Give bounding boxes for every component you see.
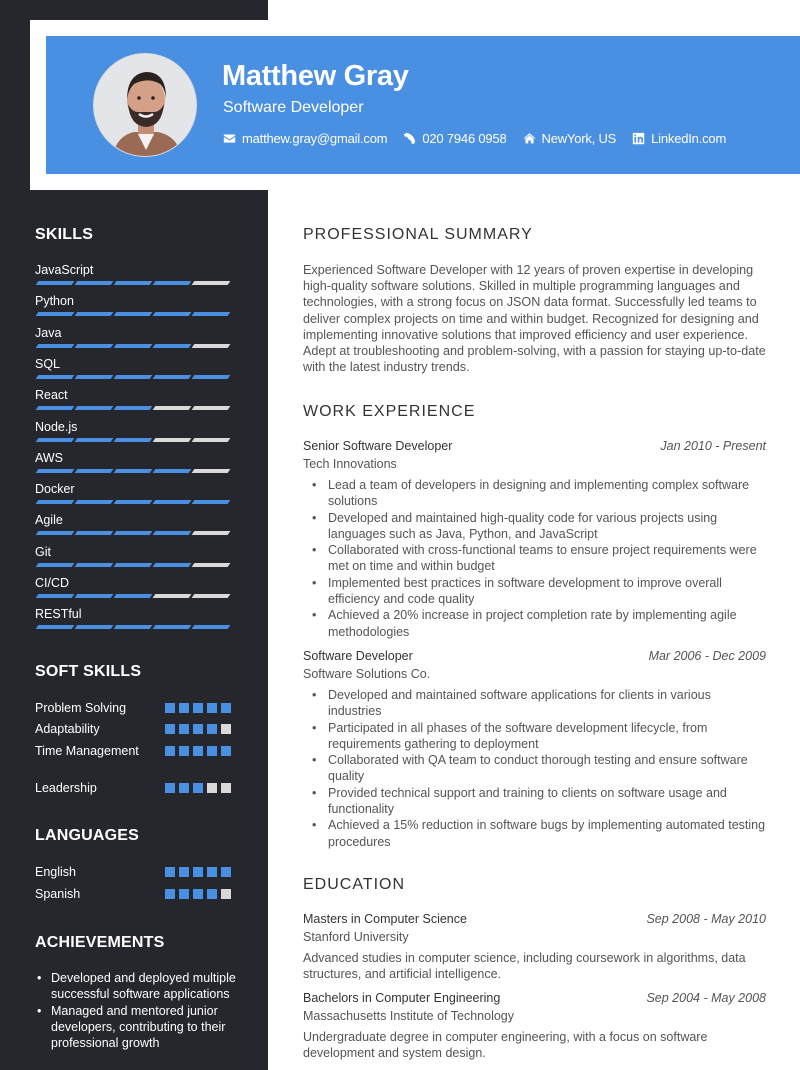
level-segment (114, 563, 153, 567)
rating-square (179, 724, 189, 734)
job-bullet: • Provided technical support and training to clients on software usage and functionality (303, 785, 766, 818)
skill-level-bar (37, 531, 235, 535)
skill-item (35, 420, 235, 442)
degree-title: Bachelors in Computer Engineering (303, 991, 501, 1005)
level-segment (36, 500, 75, 504)
school-name: Stanford University (303, 930, 409, 944)
level-segment (114, 438, 153, 442)
job-bullet: • Participated in all phases of the software development lifecycle, from requirements gathering to deployment (303, 720, 766, 753)
skill-name: Docker (35, 482, 75, 497)
job-bullet: • Developed and maintained software applications for clients in various industries (303, 687, 766, 720)
summary-heading: PROFESSIONAL SUMMARY (303, 226, 533, 243)
achievements-heading: ACHIEVEMENTS (35, 934, 165, 951)
languages-heading: LANGUAGES (35, 827, 140, 844)
level-segment (192, 563, 231, 567)
home-icon (523, 132, 536, 145)
rating-squares (165, 724, 231, 734)
skill-name: React (35, 388, 68, 403)
rating-label: English (35, 865, 76, 879)
skill-name: AWS (35, 450, 64, 465)
rating-square (165, 783, 175, 793)
skill-item (35, 326, 235, 348)
level-segment (192, 438, 231, 442)
skill-name: Python (35, 294, 74, 309)
level-segment (36, 469, 75, 473)
skills-heading: SKILLS (35, 226, 94, 243)
level-segment (36, 594, 75, 598)
rating-square (165, 746, 175, 756)
level-segment (36, 406, 75, 410)
rating-square (207, 889, 217, 899)
rating-square (165, 889, 175, 899)
skill-name: SQL (35, 356, 61, 371)
skill-item (35, 576, 235, 598)
rating-square (221, 867, 231, 877)
rating-square (207, 746, 217, 756)
skill-item (35, 294, 235, 316)
skill-item (35, 482, 235, 504)
job-bullet: • Lead a team of developers in designing and implementing complex software solutions (303, 477, 766, 510)
level-segment (36, 281, 75, 285)
level-segment (114, 594, 153, 598)
level-segment (75, 500, 114, 504)
rating-label: Adaptability (35, 722, 100, 736)
level-segment (153, 375, 192, 379)
rating-item (35, 781, 235, 795)
summary-text: Experienced Software Developer with 12 years of proven expertise in developing high-quality software solutions. Skilled in multiple programming languages and technologies, with a strong focus on JSON data format. Successfully led teams to deliver complex projects on time and within budget. Recognized for designing and implementing innovative solutions that improved efficiency and user experience. Adept at troubleshooting and problem-solving, with a passion for staying up-to-date with the latest industry trends. (303, 263, 766, 375)
level-segment (153, 500, 192, 504)
level-segment (114, 469, 153, 473)
rating-item (35, 887, 235, 901)
job-bullet: • Collaborated with QA team to conduct thorough testing and ensure software quality (303, 752, 766, 785)
level-segment (153, 281, 192, 285)
job-date: Mar 2006 - Dec 2009 (648, 649, 766, 663)
skill-item (35, 263, 235, 285)
skill-name: Git (35, 544, 51, 559)
level-segment (192, 500, 231, 504)
rating-square (165, 703, 175, 713)
skill-level-bar (37, 594, 235, 598)
level-segment (192, 531, 231, 535)
job-entry (303, 649, 766, 850)
rating-square (207, 703, 217, 713)
job-bullets (303, 687, 766, 850)
job-date: Jan 2010 - Present (660, 439, 766, 453)
job-bullet: • Achieved a 20% increase in project completion rate by implementing agile methodologies (303, 607, 766, 640)
skill-name: Node.js (35, 419, 78, 434)
skill-item (35, 357, 235, 379)
rating-square (221, 724, 231, 734)
skill-level-bar (37, 281, 235, 285)
level-segment (75, 438, 114, 442)
contact-location (523, 131, 617, 146)
level-segment (75, 312, 114, 316)
rating-square (193, 867, 203, 877)
location-text: NewYork, US (541, 131, 617, 146)
level-segment (114, 625, 153, 629)
avatar (93, 53, 197, 157)
education-heading: EDUCATION (303, 876, 406, 893)
rating-square (193, 889, 203, 899)
rating-label: Leadership (35, 781, 97, 795)
level-segment (36, 625, 75, 629)
job-title: Senior Software Developer (303, 439, 453, 453)
level-segment (114, 531, 153, 535)
level-segment (192, 406, 231, 410)
rating-square (221, 703, 231, 713)
rating-square (207, 867, 217, 877)
level-segment (36, 312, 75, 316)
job-title: Software Developer (303, 649, 413, 663)
skill-item (35, 388, 235, 410)
skill-level-bar (37, 312, 235, 316)
skill-level-bar (37, 500, 235, 504)
skill-level-bar (37, 438, 235, 442)
achievement-item: • Managed and mentored junior developers, contributing to their professional growth (35, 1003, 245, 1052)
skill-item (35, 513, 235, 535)
level-segment (75, 281, 114, 285)
level-segment (36, 344, 75, 348)
skill-name: CI/CD (35, 576, 70, 590)
rating-item (35, 865, 235, 879)
rating-label: Problem Solving (35, 701, 127, 715)
rating-square (193, 703, 203, 713)
level-segment (153, 469, 192, 473)
degree-title: Masters in Computer Science (303, 912, 467, 926)
envelope-icon (223, 132, 236, 145)
candidate-role: Software Developer (223, 99, 364, 116)
rating-squares (165, 703, 231, 713)
level-segment (192, 469, 231, 473)
contact-phone[interactable] (403, 131, 506, 146)
rating-square (179, 867, 189, 877)
school-name: Massachusetts Institute of Technology (303, 1009, 514, 1023)
education-description: Undergraduate degree in computer engineering, with a focus on software development and system design. (303, 1030, 708, 1061)
level-segment (114, 281, 153, 285)
job-bullets (303, 477, 766, 640)
skill-item (35, 607, 235, 629)
rating-square (165, 724, 175, 734)
rating-square (165, 867, 175, 877)
skill-level-bar (37, 625, 235, 629)
level-segment (153, 594, 192, 598)
rating-square (193, 746, 203, 756)
job-company: Software Solutions Co. (303, 667, 431, 681)
soft-skills-heading: SOFT SKILLS (35, 663, 142, 680)
level-segment (75, 531, 114, 535)
rating-square (179, 703, 189, 713)
level-segment (153, 344, 192, 348)
skill-level-bar (37, 375, 235, 379)
level-segment (36, 531, 75, 535)
skill-level-bar (37, 469, 235, 473)
level-segment (192, 625, 231, 629)
rating-squares (165, 889, 231, 899)
rating-square (193, 783, 203, 793)
rating-square (179, 783, 189, 793)
skill-level-bar (37, 563, 235, 567)
skill-item (35, 451, 235, 473)
job-bullet: • Implemented best practices in software development to improve overall efficiency and code quality (303, 575, 766, 608)
level-segment (192, 312, 231, 316)
education-date: Sep 2004 - May 2008 (646, 991, 766, 1005)
achievement-item: • Developed and deployed multiple successful software applications (35, 970, 245, 1003)
job-entry (303, 439, 766, 640)
level-segment (153, 625, 192, 629)
level-segment (114, 500, 153, 504)
skill-name: Java (35, 325, 62, 340)
education-description: Advanced studies in computer science, including coursework in algorithms, data structures, and artificial intelligence. (303, 951, 746, 982)
profile-photo (94, 54, 197, 157)
level-segment (36, 438, 75, 442)
level-segment (192, 375, 231, 379)
level-segment (75, 406, 114, 410)
level-segment (114, 312, 153, 316)
rating-squares (165, 867, 231, 877)
level-segment (114, 375, 153, 379)
level-segment (153, 312, 192, 316)
job-bullet: • Achieved a 15% reduction in software bugs by implementing automated testing procedures (303, 817, 766, 850)
level-segment (75, 625, 114, 629)
level-segment (75, 594, 114, 598)
level-segment (114, 344, 153, 348)
skill-item (35, 545, 235, 567)
skill-name: JavaScript (35, 263, 94, 277)
rating-squares (165, 783, 231, 793)
linkedin-text: LinkedIn.com (651, 131, 727, 146)
education-entry (303, 991, 766, 1062)
level-segment (153, 531, 192, 535)
skill-name: Agile (35, 513, 63, 528)
rating-item (35, 722, 235, 736)
rating-square (221, 783, 231, 793)
level-segment (153, 563, 192, 567)
rating-square (179, 746, 189, 756)
education-date: Sep 2008 - May 2010 (646, 912, 766, 926)
experience-heading: WORK EXPERIENCE (303, 403, 476, 420)
rating-square (207, 724, 217, 734)
skill-level-bar (37, 344, 235, 348)
rating-item (35, 701, 235, 715)
phone-icon (403, 132, 416, 145)
level-segment (153, 406, 192, 410)
contact-linkedin[interactable] (632, 131, 726, 146)
rating-label: Spanish (35, 887, 81, 901)
rating-square (207, 783, 217, 793)
level-segment (75, 469, 114, 473)
level-segment (75, 375, 114, 379)
rating-square (179, 889, 189, 899)
level-segment (153, 438, 192, 442)
contact-email[interactable] (223, 131, 387, 146)
level-segment (36, 375, 75, 379)
job-bullet: • Collaborated with cross-functional teams to ensure project requirements were met on time and within budget (303, 542, 766, 575)
level-segment (192, 594, 231, 598)
rating-square (221, 889, 231, 899)
skill-level-bar (37, 406, 235, 410)
level-segment (114, 406, 153, 410)
rating-square (193, 724, 203, 734)
level-segment (75, 344, 114, 348)
level-segment (192, 281, 231, 285)
contact-list (223, 131, 726, 146)
job-bullet: • Developed and maintained high-quality code for various projects using languages such as Java, Python, and JavaScript (303, 510, 766, 543)
rating-squares (165, 746, 231, 756)
level-segment (75, 563, 114, 567)
phone-text: 020 7946 0958 (422, 131, 507, 146)
rating-square (221, 746, 231, 756)
linkedin-icon (632, 132, 645, 145)
rating-label: Time Management (35, 744, 139, 758)
skill-name: RESTful (35, 607, 82, 622)
education-entry (303, 912, 766, 983)
email-text: matthew.gray@gmail.com (242, 131, 388, 146)
job-company: Tech Innovations (303, 457, 397, 471)
candidate-name: Matthew Gray (222, 60, 409, 92)
rating-item (35, 744, 235, 758)
achievements-list (35, 970, 245, 1051)
level-segment (36, 563, 75, 567)
level-segment (192, 344, 231, 348)
